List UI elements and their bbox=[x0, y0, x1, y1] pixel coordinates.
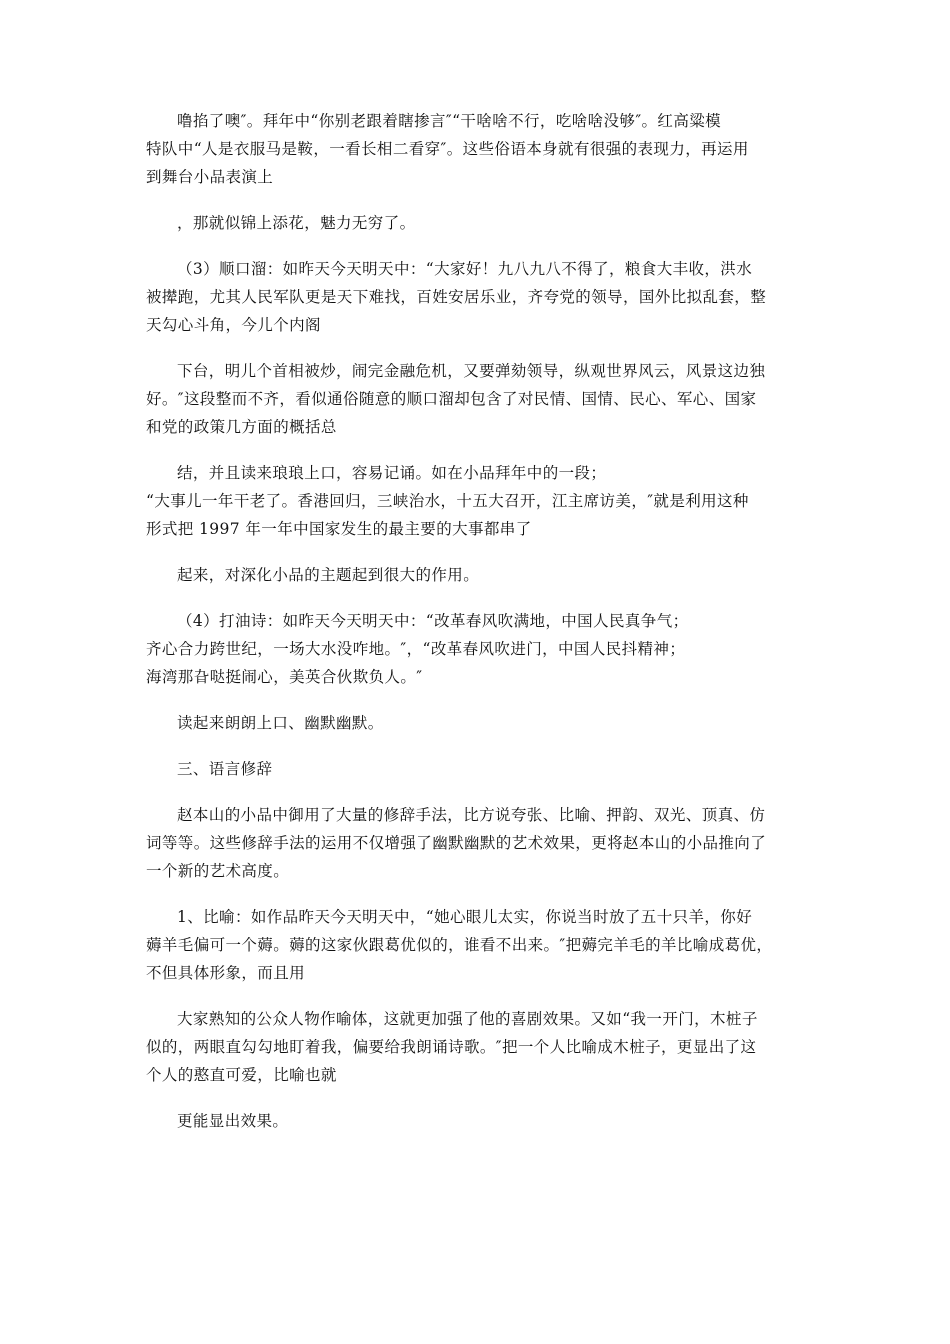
document-body bbox=[146, 107, 806, 1153]
paragraph-13 bbox=[146, 1107, 806, 1135]
text-line: 好。″这段整而不齐，看似通俗随意的顺口溜却包含了对民情、国情、民心、军心、国家 bbox=[146, 390, 757, 408]
text-line: 大家熟知的公众人物作喻体，这就更加强了他的喜剧效果。又如“我一开门，木桩子 bbox=[177, 1010, 758, 1028]
text-line: 特队中“人是衣服马是鞍，一看长相二看穿″。这些俗语本身就有很强的表现力，再运用 bbox=[146, 140, 749, 158]
paragraph-10 bbox=[146, 801, 806, 885]
paragraph-3 bbox=[146, 255, 806, 339]
text-line: 海湾那旮哒挺闹心，美英合伙欺负人。″ bbox=[146, 668, 423, 686]
text-line: 结，并且读来琅琅上口，容易记诵。如在小品拜年中的一段； bbox=[177, 464, 607, 482]
text-line: 1、比喻：如作品昨天今天明天中，“她心眼儿太实，你说当时放了五十只羊，你好 bbox=[177, 908, 753, 926]
paragraph-7 bbox=[146, 607, 806, 691]
text-line: 起来，对深化小品的主题起到很大的作用。 bbox=[177, 566, 480, 584]
paragraph-6 bbox=[146, 561, 806, 589]
paragraph-1 bbox=[146, 107, 806, 191]
text-line: 词等等。这些修辞手法的运用不仅增强了幽默幽默的艺术效果，更将赵本山的小品推向了 bbox=[146, 834, 767, 852]
paragraph-5 bbox=[146, 459, 806, 543]
text-line: 下台，明儿个首相被炒，闹完金融危机，又要弹劾领导，纵观世界风云，风景这边独 bbox=[177, 362, 766, 380]
text-line: 被撵跑，尤其人民军队更是天下难找，百姓安居乐业，齐夸党的领导，国外比拟乱套，整 bbox=[146, 288, 767, 306]
text-line: 形式把 1997 年一年中国家发生的最主要的大事都串了 bbox=[146, 520, 532, 538]
section-heading bbox=[146, 755, 806, 783]
text-line: 薅羊毛偏可一个薅。薅的这家伙跟葛优似的，谁看不出来。″把薅完羊毛的羊比喻成葛优， bbox=[146, 936, 773, 954]
paragraph-12 bbox=[146, 1005, 806, 1089]
paragraph-8 bbox=[146, 709, 806, 737]
text-line: （4）打油诗：如昨天今天明天中：“改革春风吹满地，中国人民真争气； bbox=[177, 612, 689, 630]
paragraph-2 bbox=[146, 209, 806, 237]
text-line: 噜掐了噢″。拜年中“你别老跟着瞎掺言″“干啥啥不行，吃啥啥没够″。红高粱模 bbox=[177, 112, 722, 130]
text-line: 赵本山的小品中御用了大量的修辞手法，比方说夸张、比喻、押韵、双光、顶真、仿 bbox=[177, 806, 766, 824]
paragraph-11 bbox=[146, 903, 806, 987]
text-line: 读起来朗朗上口、幽默幽默。 bbox=[177, 714, 384, 732]
text-line: 齐心合力跨世纪，一场大水没咋地。″，“改革春风吹进门，中国人民抖精神； bbox=[146, 640, 686, 658]
heading-text: 三、语言修辞 bbox=[177, 760, 273, 778]
text-line: 不但具体形象，而且用 bbox=[146, 964, 306, 982]
text-line: “大事儿一年干老了。香港回归，三峡治水，十五大召开，江主席访美，″就是利用这种 bbox=[146, 492, 749, 510]
text-line: 和党的政策几方面的概括总 bbox=[146, 418, 337, 436]
text-line: 到舞台小品表演上 bbox=[146, 168, 274, 186]
text-line: ，那就似锦上添花，魅力无穷了。 bbox=[177, 214, 416, 232]
text-line: 个人的憨直可爱，比喻也就 bbox=[146, 1066, 337, 1084]
text-line: 更能显出效果。 bbox=[177, 1112, 289, 1130]
text-line: （3）顺口溜：如昨天今天明天中：“大家好！九八九八不得了，粮食大丰收，洪水 bbox=[177, 260, 753, 278]
text-line: 似的，两眼直勾勾地盯着我，偏要给我朗诵诗歌。″把一个人比喻成木桩子，更显出了这 bbox=[146, 1038, 757, 1056]
paragraph-4 bbox=[146, 357, 806, 441]
text-line: 天勾心斗角，今儿个内阁 bbox=[146, 316, 321, 334]
text-line: 一个新的艺术高度。 bbox=[146, 862, 290, 880]
